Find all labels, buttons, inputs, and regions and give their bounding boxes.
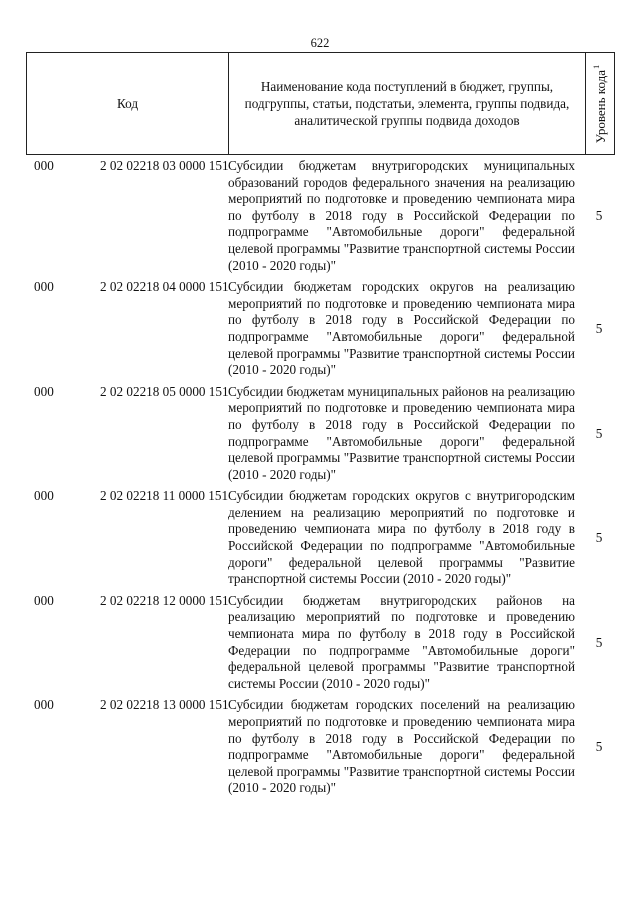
code-level: 5	[595, 320, 603, 336]
income-code: 2 02 02218 11 0000 151	[100, 488, 229, 504]
admin-code: 000	[34, 697, 54, 713]
income-code: 2 02 02218 03 0000 151	[100, 158, 229, 173]
header-level-footnote: 1	[591, 64, 601, 69]
table-row	[26, 593, 615, 693]
admin-code: 000	[34, 158, 54, 173]
admin-code: 000	[34, 488, 54, 504]
income-name: Субсидии бюджетам внутригородских районов на реализацию мероприятий по подготовке и проведению чемпионата мира по футболу в 2018 году в Российской Федерации по подпрограмме "Автомобильные дороги" федеральной целевой программы "Развитие транспортной системы России (2010 - 2020 годы)"	[228, 592, 575, 691]
income-code: 2 02 02218 13 0000 151	[100, 697, 229, 713]
income-code: 2 02 02218 12 0000 151	[100, 592, 229, 608]
income-name: Субсидии бюджетам городских округов на реализацию мероприятий по подготовке и проведению чемпионата мира по футболу в 2018 году в Российской Федерации по подпрограмме "Автомобильные дороги" федеральной целевой программы "Развитие транспортной системы России (2010 - 2020 годы)"	[228, 279, 575, 378]
table-row	[26, 158, 615, 274]
table-row	[26, 488, 615, 588]
admin-code: 000	[34, 592, 54, 608]
admin-code: 000	[34, 383, 54, 399]
code-level: 5	[595, 425, 603, 441]
table-header	[26, 52, 615, 155]
income-name: Субсидии бюджетам внутригородских муниципальных образований городов федерального значения на реализацию мероприятий по подготовке и проведению чемпионата мира по футболу в 2018 году в Российской Федерации по подпрограмме "Автомобильные дороги" федеральной целевой программы "Развитие транспортной системы России (2010 - 2020 годы)"	[228, 158, 575, 273]
income-name: Субсидии бюджетам городских округов с внутригородским делением на реализацию мероприятий по подготовке и проведению чемпионата мира по футболу в 2018 году в Российской Федерации по подпрограмме "Автомобильные дороги" федеральной целевой программы "Развитие транспортной системы России (2010 - 2020 годы)"	[228, 488, 575, 587]
code-level: 5	[595, 530, 603, 546]
header-level-label	[591, 64, 609, 142]
income-code: 2 02 02218 04 0000 151	[100, 279, 229, 295]
header-level-text: Уровень кода	[593, 69, 608, 143]
table-row	[26, 279, 615, 379]
income-name: Субсидии бюджетам муниципальных районов на реализацию мероприятий по подготовке и проведению чемпионата мира по футболу в 2018 году в Российской Федерации по подпрограмме "Автомобильные дороги" федеральной целевой программы "Развитие транспортной системы России (2010 - 2020 годы)"	[228, 383, 575, 482]
code-level: 5	[595, 634, 603, 650]
code-level: 5	[595, 208, 603, 224]
admin-code: 000	[34, 279, 54, 295]
header-name-cell: Наименование кода поступлений в бюджет, группы, подгруппы, статьи, подстатьи, элемента, группы подвида, аналитической группы подвида доходов	[229, 53, 586, 154]
header-code-cell: Код	[27, 53, 229, 154]
code-level: 5	[595, 739, 603, 755]
table-row	[26, 697, 615, 797]
income-code: 2 02 02218 05 0000 151	[100, 383, 229, 399]
table-body	[26, 158, 615, 797]
income-name: Субсидии бюджетам городских поселений на реализацию мероприятий по подготовке и проведению чемпионата мира по футболу в 2018 году в Российской Федерации по подпрограмме "Автомобильные дороги" федеральной целевой программы "Развитие транспортной системы России (2010 - 2020 годы)"	[228, 697, 575, 796]
table-row	[26, 384, 615, 484]
header-level-cell	[586, 53, 614, 154]
page-number: 622	[310, 36, 330, 50]
